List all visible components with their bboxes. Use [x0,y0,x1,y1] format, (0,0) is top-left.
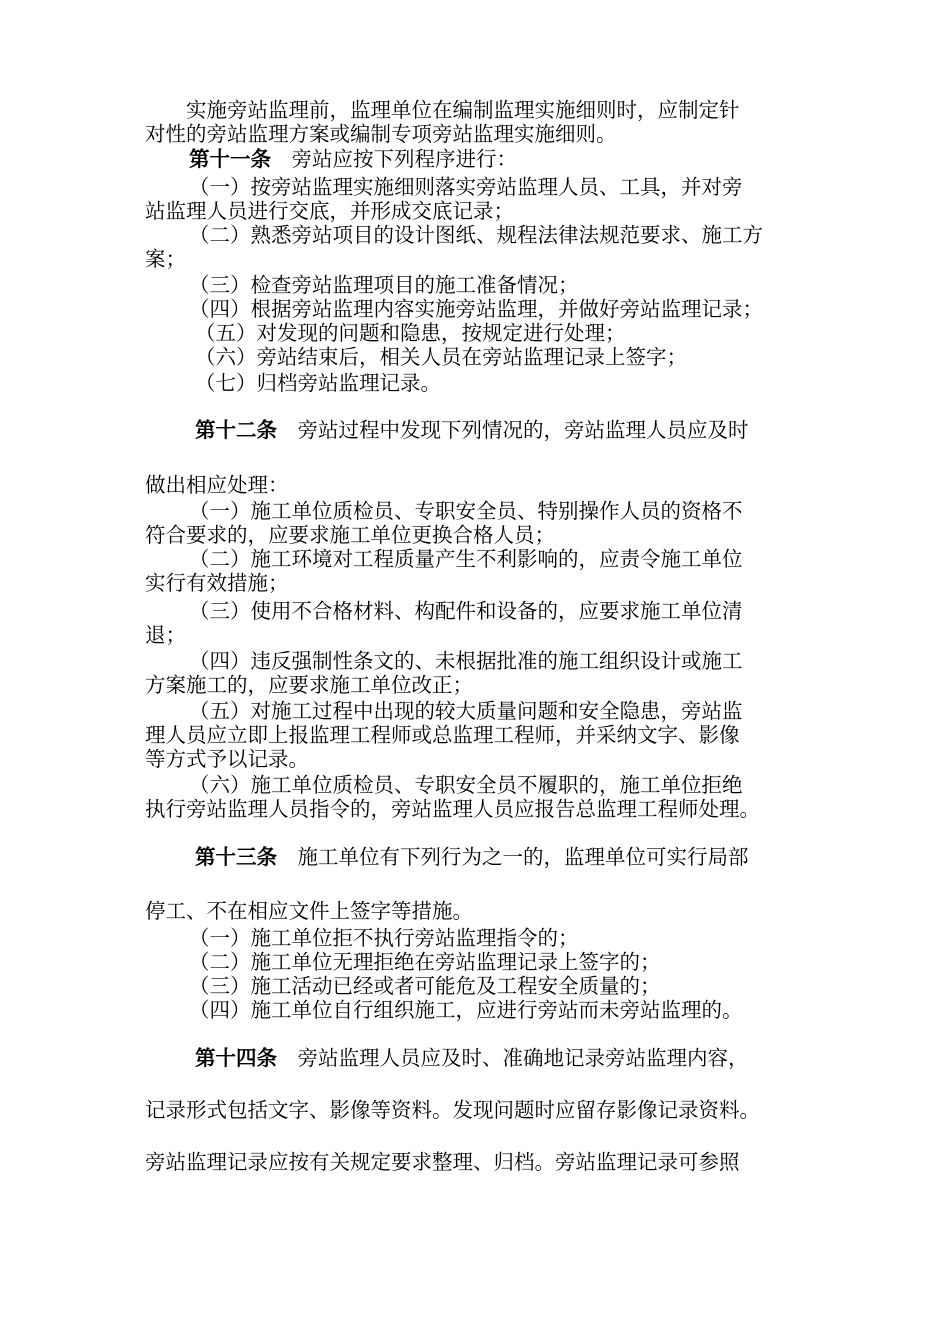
list-item: （一）施工单位质检员、专职安全员、特别操作人员的资格不 [189,499,743,523]
list-item-continuation: 理人员应立即上报监理工程师或总监理工程师，并采纳文字、影像 [145,723,740,747]
list-item: （二）熟悉旁站项目的设计图纸、规程法律法规范要求、施工方 [189,223,763,247]
list-item: （六）施工单位质检员、专职安全员不履职的，施工单位拒绝 [189,773,743,797]
list-item: （七）归档旁站监理记录。 [195,371,441,395]
article-13-text: 施工单位有下列行为之一的，监理单位可实行局部 [277,845,749,869]
list-item-continuation: 站监理人员进行交底，并形成交底记录； [145,199,514,223]
list-item: （四）施工单位自行组织施工，应进行旁站而未旁站监理的。 [189,998,743,1022]
paragraph-line: 实施旁站监理前，监理单位在编制监理实施细则时，应制定针 [145,98,740,122]
article-11-title: 第十一条 [189,147,271,171]
list-item: （六）旁站结束后，相关人员在旁站监理记录上签字； [195,345,687,369]
list-item: （二）施工单位无理拒绝在旁站监理记录上签字的； [189,950,661,974]
list-item: （三）施工活动已经或者可能危及工程安全质量的； [189,974,661,998]
list-item: （一）按旁站监理实施细则落实旁站监理人员、工具，并对旁 [189,175,743,199]
article-14-text: 旁站监理人员应及时、准确地记录旁站监理内容， [277,1046,749,1070]
list-item: （五）对发现的问题和隐患，按规定进行处理； [195,321,626,345]
article-14-line [195,1046,895,1070]
list-item: （三）检查旁站监理项目的施工准备情况； [189,273,579,297]
list-item: （一）施工单位拒不执行旁站监理指令的； [189,926,579,950]
article-13-line [195,845,895,869]
paragraph-line: 停工、不在相应文件上签字等措施。 [145,899,473,923]
paragraph-line: 做出相应处理： [145,473,289,497]
list-item-continuation: 方案施工的，应要求施工单位改正； [145,673,473,697]
list-item: （二）施工环境对工程质量产生不利影响的，应责令施工单位 [189,547,743,571]
list-item-continuation: 案； [145,247,186,271]
list-item: （五）对施工过程中出现的较大质量问题和安全隐患，旁站监 [189,699,743,723]
list-item-continuation: 等方式予以记录。 [145,747,309,771]
list-item-continuation: 执行旁站监理人员指令的，旁站监理人员应报告总监理工程师处理。 [145,797,760,821]
paragraph-line: 旁站监理记录应按有关规定要求整理、归档。旁站监理记录可参照 [145,1150,740,1174]
list-item-continuation: 符合要求的，应要求施工单位更换合格人员； [145,523,555,547]
article-13-title: 第十三条 [195,845,277,869]
article-12-text: 旁站过程中发现下列情况的，旁站监理人员应及时 [277,418,749,442]
paragraph-line: 对性的旁站监理方案或编制专项旁站监理实施细则。 [145,122,617,146]
article-11-line [189,147,889,171]
article-14-title: 第十四条 [195,1046,277,1070]
article-12-title: 第十二条 [195,418,277,442]
list-item-continuation: 退； [145,623,186,647]
list-item-continuation: 实行有效措施； [145,571,289,595]
list-item: （三）使用不合格材料、构配件和设备的，应要求施工单位清 [189,599,743,623]
article-12-line [195,418,895,442]
paragraph-line: 记录形式包括文字、影像等资料。发现问题时应留存影像记录资料。 [145,1098,760,1122]
article-11-text: 旁站应按下列程序进行： [271,147,517,171]
list-item: （四）违反强制性条文的、未根据批准的施工组织设计或施工 [189,649,743,673]
list-item: （四）根据旁站监理内容实施旁站监理，并做好旁站监理记录； [189,297,763,321]
